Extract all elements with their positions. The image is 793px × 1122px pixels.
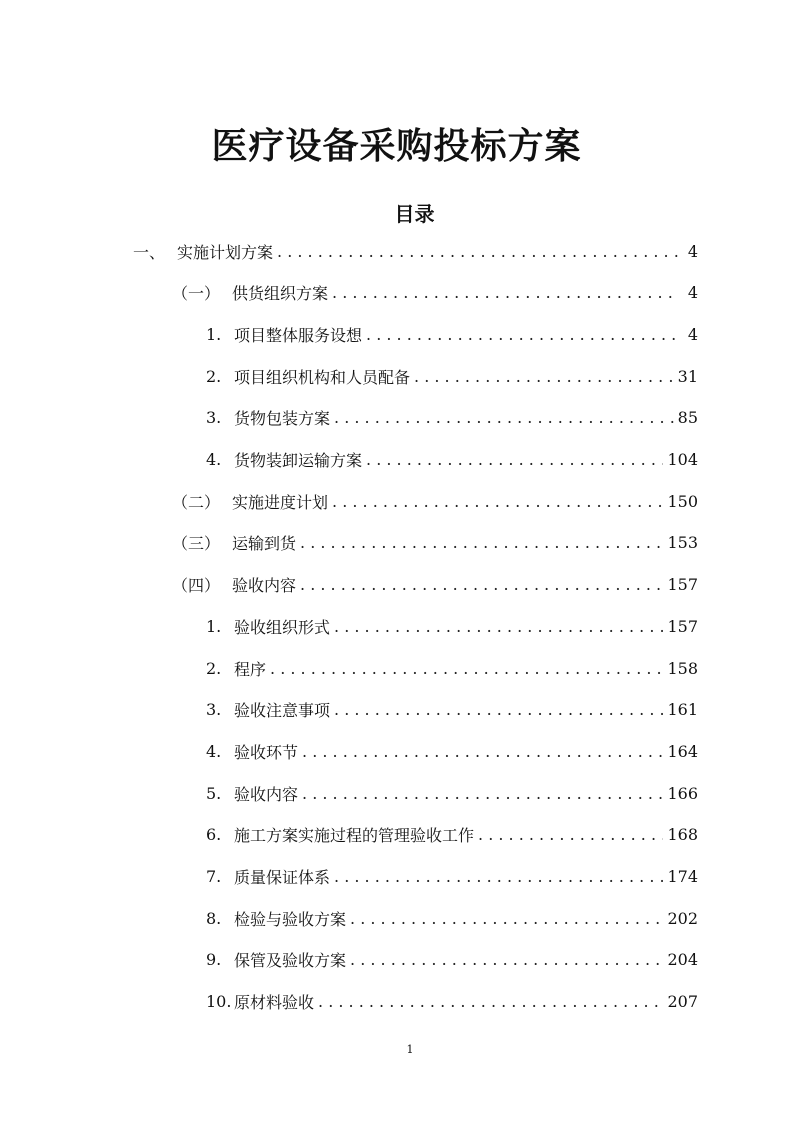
toc-entry-number: 4. bbox=[206, 450, 222, 469]
toc-entry-label: 项目整体服务设想 bbox=[234, 325, 363, 345]
toc-entry-number: 10. bbox=[206, 992, 232, 1012]
toc-entry-page: 153 bbox=[667, 533, 698, 553]
toc-entry-page: 85 bbox=[677, 408, 698, 428]
toc-entry-number: 一、 bbox=[133, 242, 166, 262]
toc-entry-number: 7. bbox=[206, 867, 222, 886]
toc-entry-number: （二） bbox=[172, 492, 221, 512]
toc-entry-number: 9. bbox=[206, 950, 222, 970]
toc-entry-label: 程序 bbox=[234, 659, 267, 679]
toc-entry-page: 104 bbox=[667, 450, 698, 469]
toc-entry[interactable] bbox=[172, 570, 698, 600]
toc-entry-page: 157 bbox=[667, 616, 698, 636]
toc-entry-page: 4 bbox=[687, 283, 698, 303]
toc-entry[interactable] bbox=[206, 403, 698, 433]
toc-entry-label: 验收组织形式 bbox=[234, 617, 331, 637]
toc-dot-leader bbox=[414, 367, 674, 386]
toc-dot-leader bbox=[332, 492, 663, 511]
document-title: 医疗设备采购投标方案 bbox=[211, 126, 582, 167]
toc-entry-page: 166 bbox=[667, 783, 698, 803]
toc-dot-leader bbox=[270, 659, 663, 678]
toc-entry[interactable] bbox=[206, 987, 698, 1017]
toc-entry-label: 货物包装方案 bbox=[234, 409, 331, 429]
toc-entry-page: 174 bbox=[667, 867, 698, 886]
toc-entry-label: 验收环节 bbox=[234, 742, 299, 762]
toc-entry-page: 4 bbox=[687, 241, 698, 261]
toc-heading: 目录 bbox=[394, 202, 435, 226]
toc-entry-label: 保管及验收方案 bbox=[234, 951, 347, 971]
toc-entry-number: 1. bbox=[206, 616, 222, 636]
toc-entry[interactable] bbox=[206, 820, 698, 850]
toc-dot-leader bbox=[334, 700, 663, 719]
toc-entry[interactable] bbox=[206, 611, 698, 641]
toc-entry-label: 运输到货 bbox=[232, 534, 297, 554]
toc-entry-page: 150 bbox=[667, 491, 698, 511]
toc-entry-page: 161 bbox=[667, 700, 698, 720]
toc-dot-leader bbox=[350, 909, 663, 928]
toc-entry-label: 施工方案实施过程的管理验收工作 bbox=[234, 826, 475, 846]
toc-dot-leader bbox=[334, 617, 663, 636]
toc-entry-number: 1. bbox=[206, 324, 222, 344]
toc-entry[interactable] bbox=[172, 486, 698, 516]
toc-entry-page: 202 bbox=[667, 908, 698, 928]
toc-entry[interactable] bbox=[206, 903, 698, 933]
toc-entry-number: 8. bbox=[206, 908, 222, 928]
toc-entry-number: 2. bbox=[206, 366, 222, 386]
toc-dot-leader bbox=[334, 867, 663, 886]
toc-entry-label: 质量保证体系 bbox=[234, 868, 331, 887]
toc-entry[interactable] bbox=[206, 862, 698, 892]
toc-entry-label: 实施进度计划 bbox=[232, 492, 329, 512]
toc-entry-page: 204 bbox=[667, 950, 698, 970]
toc-entry[interactable] bbox=[206, 945, 698, 975]
toc-dot-leader bbox=[300, 533, 663, 552]
toc-entry[interactable] bbox=[206, 695, 698, 725]
toc-entry-number: 2. bbox=[206, 658, 222, 678]
toc-entry-number: 5. bbox=[206, 783, 222, 803]
toc-entry-label: 验收内容 bbox=[234, 784, 299, 804]
toc-dot-leader bbox=[366, 325, 678, 344]
toc-entry-label: 项目组织机构和人员配备 bbox=[234, 367, 411, 387]
toc-entry[interactable] bbox=[172, 528, 698, 558]
toc-entry-number: 3. bbox=[206, 700, 222, 720]
toc-entry-page: 31 bbox=[677, 366, 698, 386]
toc-dot-leader bbox=[332, 283, 678, 302]
toc-entry-label: 原材料验收 bbox=[234, 993, 315, 1013]
toc-dot-leader bbox=[277, 242, 678, 261]
toc-dot-leader bbox=[350, 950, 663, 969]
toc-dot-leader bbox=[334, 408, 674, 427]
toc-entry-number: 3. bbox=[206, 408, 222, 428]
toc-entry-number: （四） bbox=[172, 576, 221, 596]
toc-entry-page: 164 bbox=[667, 741, 698, 761]
toc-entry-label: 实施计划方案 bbox=[177, 242, 274, 262]
toc-entry-number: （一） bbox=[172, 284, 221, 304]
toc-entry-page: 168 bbox=[667, 825, 698, 845]
toc-entry-page: 207 bbox=[667, 992, 698, 1012]
toc-entry[interactable] bbox=[206, 361, 698, 391]
toc-entry-page: 157 bbox=[667, 575, 698, 595]
toc-entry-number: 4. bbox=[206, 741, 222, 761]
toc-entry[interactable] bbox=[206, 445, 698, 475]
toc-entry-label: 检验与验收方案 bbox=[234, 909, 347, 929]
toc-entry[interactable] bbox=[206, 319, 698, 349]
toc-entry-label: 供货组织方案 bbox=[232, 284, 329, 304]
toc-dot-leader bbox=[318, 992, 663, 1011]
toc-dot-leader bbox=[366, 450, 663, 469]
toc-entry-label: 货物装卸运输方案 bbox=[234, 451, 363, 470]
toc-entry-number: 6. bbox=[206, 825, 222, 845]
toc-entry-page: 158 bbox=[667, 658, 698, 678]
toc-entry-label: 验收注意事项 bbox=[234, 701, 331, 721]
toc-dot-leader bbox=[478, 825, 663, 844]
toc-dot-leader bbox=[302, 784, 663, 803]
page-number: 1 bbox=[406, 1043, 414, 1056]
toc-dot-leader bbox=[300, 575, 663, 594]
toc-entry[interactable] bbox=[172, 278, 698, 308]
toc-entry[interactable] bbox=[206, 778, 698, 808]
toc-entry[interactable] bbox=[206, 736, 698, 766]
toc-entry-number: （三） bbox=[172, 534, 221, 554]
toc-entry[interactable] bbox=[133, 236, 698, 266]
toc-entry-label: 验收内容 bbox=[232, 576, 297, 596]
toc-entry-page: 4 bbox=[687, 324, 698, 344]
toc-entry[interactable] bbox=[206, 653, 698, 683]
toc-dot-leader bbox=[302, 742, 663, 761]
